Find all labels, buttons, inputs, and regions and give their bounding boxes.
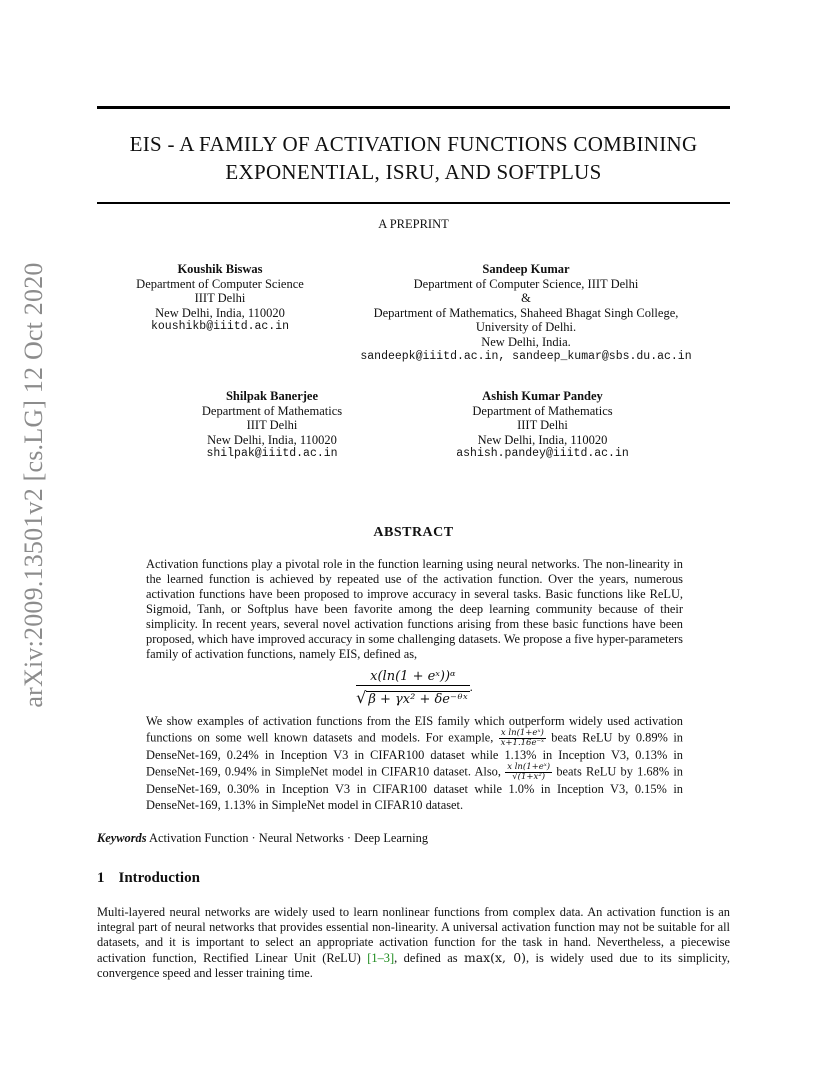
fraction-numerator: x ln(1+eˣ): [507, 762, 551, 773]
author-email[interactable]: sandeepk@iiitd.ac.in, sandeep_kumar@sbs.du.ac.in: [360, 349, 692, 363]
abstract-text: beats ReLU by 1.68% in DenseNet-169, 0.30% in Inception V3 in CIFAR100 dataset while 1.0% in Inception V3, 0.15% in DenseNet-169, 1.13% in SimpleNet model in CIFAR10 dataset.: [146, 764, 683, 812]
title-line-1: EIS - A FAMILY OF ACTIVATION FUNCTIONS COMBINING: [129, 132, 698, 156]
author-affiliation: Department of Mathematics, Shaheed Bhagat Singh College,: [373, 305, 679, 320]
equation-period: .: [469, 678, 473, 694]
author-email[interactable]: shilpak@iiitd.ac.in: [206, 447, 338, 461]
equation-numerator: x(ln(1 + eˣ))ᵅ: [356, 669, 470, 686]
citation-link[interactable]: [1–3]: [367, 951, 395, 965]
fraction-denominator: √(1+x²): [512, 772, 546, 783]
eis-equation: [146, 669, 683, 707]
abstract-text: beats ReLU by 0.89% in DenseNet-169, 0.24% in Inception V3 in CIFAR100 dataset while 1.13% in Inception V3, 0.13% in DenseNet-169, 0.94% in SimpleNet model in CIFAR10 dataset. Also,: [146, 730, 683, 779]
author-affiliation: IIIT Delhi: [194, 291, 246, 306]
author-affiliation: New Delhi, India, 110020: [207, 432, 337, 447]
equation-fraction: [356, 669, 470, 707]
abstract-paragraph-1: Activation functions play a pivotal role in the function learning using neural networks. The non-linearity in the learned function is achieved by repeated use of the activation function. Over the years, numerous activation functions have been proposed to improve accuracy in several tasks. Basic functions like ReLU, Sigmoid, Tanh, or Softplus have been favorite among the deep learning community because of their simplicity. In recent years, several novel activation functions arising from these basic functions have been proposed, which have improved accuracy in some challenging datasets. We propose a five hyper-parameters family of activation functions, namely EIS, defined as,: [146, 557, 683, 661]
arxiv-sidebar: [14, 262, 54, 708]
fraction-numerator: x ln(1+eˣ): [500, 728, 544, 739]
sqrt-symbol: √: [356, 688, 367, 707]
section-heading: [97, 870, 200, 887]
inline-math: max(x, 0): [464, 950, 526, 965]
abstract-paragraph-2: [146, 714, 683, 813]
title-bottom-rule: [97, 202, 730, 204]
author-affiliation: IIIT Delhi: [517, 418, 568, 433]
fraction-denominator: x+1.16e⁻ˣ: [500, 738, 545, 749]
author-affiliation: University of Delhi.: [475, 320, 577, 335]
title-top-rule: [97, 106, 730, 109]
arxiv-identifier: arXiv:2009.13501v2 [cs.LG] 12 Oct 2020: [19, 262, 48, 708]
section-number: 1: [97, 870, 105, 886]
author-block-3: [172, 389, 372, 462]
author-block-1: [120, 262, 320, 335]
intro-text: , is widely used due to its simplicity, convergence speed and lesser training time.: [97, 951, 730, 980]
equation-denominator: [356, 686, 470, 707]
abstract-text: We show examples of activation functions from the EIS family which outperform widely used activation functions on some well known datasets and models. For example,: [146, 714, 683, 745]
author-name: Ashish Kumar Pandey: [482, 389, 603, 403]
author-affiliation: Department of Mathematics: [201, 403, 343, 418]
abstract-heading: ABSTRACT: [373, 525, 454, 540]
author-affiliation: New Delhi, India, 110020: [155, 305, 285, 320]
inline-fraction-1: [499, 729, 546, 748]
author-affiliation: Department of Computer Science: [136, 276, 304, 291]
equation-denominator-text: β + γx² + δe⁻ᶿˣ: [368, 692, 468, 707]
title-line-2: EXPONENTIAL, ISRU, AND SOFTPLUS: [225, 160, 602, 184]
intro-paragraph: [97, 905, 730, 981]
author-affiliation: New Delhi, India.: [481, 334, 571, 349]
preprint-label: A PREPRINT: [378, 217, 449, 231]
author-affiliation: IIIT Delhi: [246, 418, 298, 433]
author-name: Shilpak Banerjee: [225, 389, 319, 403]
author-affiliation: New Delhi, India, 110020: [477, 432, 608, 447]
author-block-4: [440, 389, 645, 462]
author-email[interactable]: ashish.pandey@iiitd.ac.in: [456, 447, 629, 461]
paper-title: [97, 130, 730, 186]
keywords-text: Activation Function · Neural Networks · Deep Learning: [149, 831, 429, 845]
inline-fraction-2: [505, 763, 552, 782]
author-name: Koushik Biswas: [177, 262, 263, 276]
author-email[interactable]: koushikb@iiitd.ac.in: [150, 320, 290, 334]
author-block-2: [345, 262, 707, 364]
intro-text: , defined as: [394, 951, 458, 965]
section-title: Introduction: [118, 870, 200, 886]
author-affiliation: Department of Computer Science, IIIT Delhi: [413, 276, 639, 291]
author-affiliation: Department of Mathematics: [472, 403, 613, 418]
author-affiliation: &: [521, 291, 531, 306]
intro-text: Multi-layered neural networks are widely used to learn nonlinear functions from complex data. An activation function is an integral part of neural networks that provides essential non-linearity. A universal activation function may not be suitable for all datasets, and it is important to select an appropriate activation function for the task in hand. Nevertheless, a piecewise activation function, Rectified Linear Unit (ReLU): [97, 905, 730, 965]
keywords-line: [97, 831, 730, 846]
keywords-label: Keywords: [97, 831, 147, 845]
author-name: Sandeep Kumar: [482, 262, 570, 276]
